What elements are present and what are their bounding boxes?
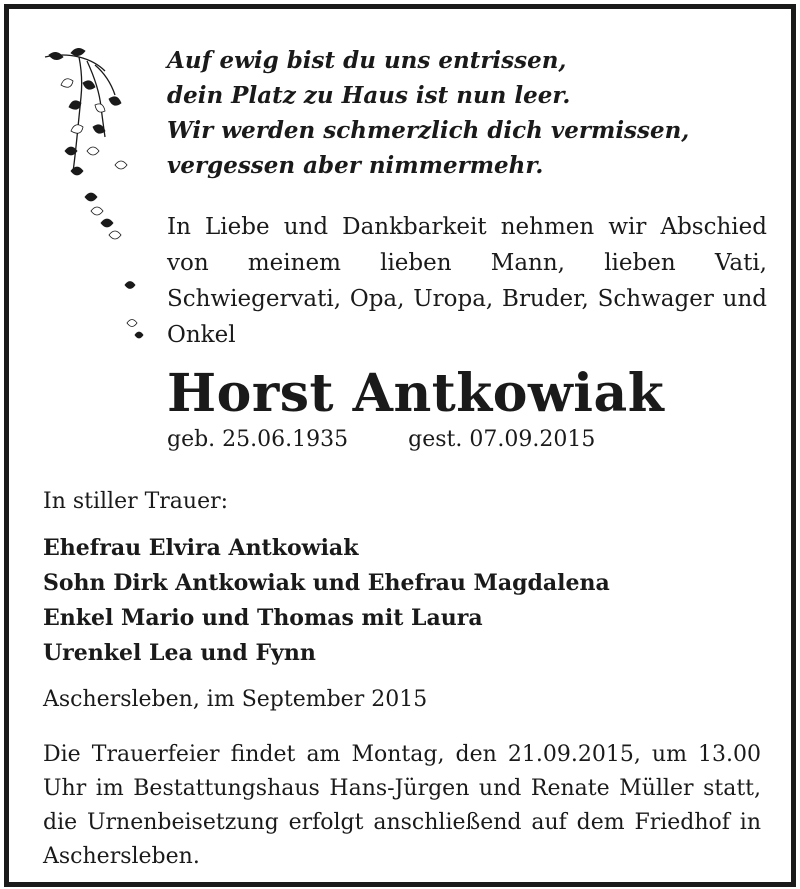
mourner-line: Sohn Dirk Antkowiak und Ehefrau Magdalena — [43, 570, 610, 596]
ceremony-notice: Die Trauerfeier findet am Montag, den 21.09.2015, um 13.00 Uhr im Bestattungshaus Hans-Jürgen und Renate Müller statt, die Urnenbeisetzung erfolgt anschließend auf dem Friedhof in Aschersleben. — [43, 742, 761, 869]
obituary-frame — [4, 4, 796, 887]
death-date: gest. 07.09.2015 — [408, 427, 596, 452]
mourner-line: Enkel Mario und Thomas mit Laura — [43, 605, 483, 631]
poem-line: vergessen aber nimmermehr. — [167, 152, 544, 179]
mourner-line: Urenkel Lea und Fynn — [43, 640, 316, 666]
mourners-label: In stiller Trauer: — [43, 489, 229, 514]
leafy-branch-icon — [43, 47, 163, 347]
poem — [167, 43, 767, 183]
intro-text: In Liebe und Dankbarkeit nehmen wir Abschied von meinem lieben Mann, lieben Vati, Schwiegervati, Opa, Uropa, Bruder, Schwager und Onkel — [167, 214, 767, 348]
poem-line: Auf ewig bist du uns entrissen, — [167, 47, 567, 74]
poem-line: dein Platz zu Haus ist nun leer. — [167, 82, 571, 109]
poem-line: Wir werden schmerzlich dich vermissen, — [167, 117, 690, 144]
place-date: Aschersleben, im September 2015 — [43, 687, 428, 712]
deceased-name: Horst Antkowiak — [167, 363, 665, 424]
mourners-list — [43, 531, 610, 671]
mourner-line: Ehefrau Elvira Antkowiak — [43, 535, 359, 561]
birth-date: geb. 25.06.1935 — [167, 427, 349, 452]
life-dates — [167, 425, 595, 455]
